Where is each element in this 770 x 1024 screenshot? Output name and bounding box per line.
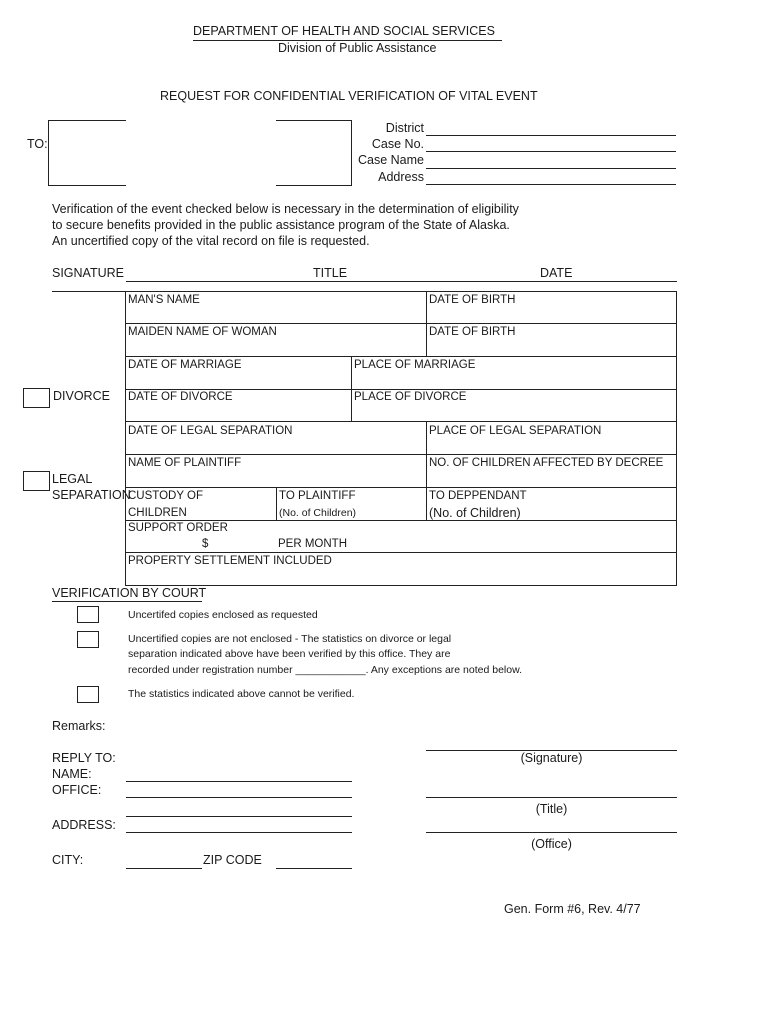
city-field[interactable] <box>126 868 202 869</box>
children-label: CHILDREN <box>128 507 187 519</box>
date-of-marriage-cell[interactable]: DATE OF MARRIAGE <box>128 359 242 371</box>
case-no-field[interactable] <box>426 151 676 152</box>
separation-label: SEPARATION <box>52 488 131 502</box>
maiden-name-cell[interactable]: MAIDEN NAME OF WOMAN <box>128 326 277 338</box>
no-of-children-plaintiff: (No. of Children) <box>279 507 357 519</box>
remarks-label: Remarks: <box>52 719 106 733</box>
district-label: District <box>385 121 424 135</box>
address-footer-label: ADDRESS: <box>52 818 116 832</box>
row-sep-6 <box>125 487 677 488</box>
option-cannot-verify-checkbox[interactable] <box>77 686 99 703</box>
option-enclosed-text: Uncertifed copies enclosed as requested <box>128 609 318 621</box>
title-label: TITLE <box>313 266 348 280</box>
name-field[interactable] <box>126 781 352 782</box>
option-not-enclosed-checkbox[interactable] <box>77 631 99 648</box>
office-caption: (Office) <box>531 837 572 851</box>
title-caption: (Title) <box>535 802 568 816</box>
date-label: DATE <box>540 266 573 280</box>
option-enclosed-checkbox[interactable] <box>77 606 99 623</box>
option-not-enclosed-line-3: recorded under registration number ____________. Any exceptions are noted below. <box>128 664 523 676</box>
intro-line-2: to secure benefits provided in the public assistance program of the State of Alaska. <box>52 218 510 232</box>
to-plaintiff-cell[interactable]: TO PLAINTIFF <box>279 490 356 502</box>
verification-underline <box>52 601 202 602</box>
address-footer-field[interactable] <box>126 832 352 833</box>
to-dependant-cell[interactable]: TO DEPPENDANT <box>429 490 527 502</box>
address-field[interactable] <box>426 184 676 185</box>
table-bracket-left <box>52 291 126 292</box>
name-of-plaintiff-cell[interactable]: NAME OF PLAINTIFF <box>128 457 242 469</box>
date-of-legal-separation-cell[interactable]: DATE OF LEGAL SEPARATION <box>128 425 293 437</box>
addressee-bracket-bottom-right <box>276 185 352 186</box>
divorce-checkbox[interactable] <box>23 388 50 408</box>
department-heading: DEPARTMENT OF HEALTH AND SOCIAL SERVICES <box>193 24 495 38</box>
addressee-bracket-left <box>48 120 49 186</box>
date-of-divorce-cell[interactable]: DATE OF DIVORCE <box>128 391 233 403</box>
place-of-legal-separation-cell[interactable]: PLACE OF LEGAL SEPARATION <box>429 425 602 437</box>
legal-separation-checkbox[interactable] <box>23 471 50 491</box>
signature-label: SIGNATURE <box>52 266 124 280</box>
property-settlement-cell[interactable]: PROPERTY SETTLEMENT INCLUDED <box>128 555 332 567</box>
city-label: CITY: <box>52 853 84 867</box>
case-no-label: Case No. <box>371 137 424 151</box>
form-title: REQUEST FOR CONFIDENTIAL VERIFICATION OF VITAL EVENT <box>160 89 538 103</box>
option-not-enclosed-line-1: Uncertified copies are not enclosed - The statistics on divorce or legal <box>128 633 452 645</box>
verification-heading: VERIFICATION BY COURT <box>52 586 207 600</box>
case-name-field[interactable] <box>426 168 676 169</box>
option-not-enclosed-line-2: separation indicated above have been verified by this office. They are <box>128 648 451 660</box>
name-label: NAME: <box>52 767 92 781</box>
signature-caption: (Signature) <box>520 751 583 765</box>
option-cannot-verify-text: The statistics indicated above cannot be verified. <box>128 688 355 700</box>
reply-to-label: REPLY TO: <box>52 751 116 765</box>
place-of-divorce-cell[interactable]: PLACE OF DIVORCE <box>354 391 467 403</box>
division-subheading: Division of Public Assistance <box>278 41 437 55</box>
signature-title-date-line[interactable] <box>126 281 677 282</box>
address-label: Address <box>378 170 424 184</box>
per-month-label: PER MONTH <box>278 538 347 550</box>
addressee-bracket-bottom-left <box>48 185 126 186</box>
no-of-children-dependant: (No. of Children) <box>429 506 521 520</box>
custody-of-label: CUSTODY OF <box>128 490 203 502</box>
children-affected-cell[interactable]: NO. OF CHILDREN AFFECTED BY DECREE <box>429 457 664 469</box>
office-line[interactable] <box>426 832 677 833</box>
form-number: Gen. Form #6, Rev. 4/77 <box>504 902 641 916</box>
place-of-marriage-cell[interactable]: PLACE OF MARRIAGE <box>354 359 476 371</box>
zip-code-field[interactable] <box>276 868 352 869</box>
intro-line-1: Verification of the event checked below is necessary in the determination of eligibility <box>52 202 519 216</box>
office-field[interactable] <box>126 797 352 798</box>
date-of-birth-woman-cell[interactable]: DATE OF BIRTH <box>429 326 516 338</box>
district-field[interactable] <box>426 135 676 136</box>
mans-name-cell[interactable]: MAN'S NAME <box>128 294 200 306</box>
office-label: OFFICE: <box>52 783 102 797</box>
divorce-label: DIVORCE <box>53 389 110 403</box>
extra-field[interactable] <box>126 816 352 817</box>
addressee-bracket-top-left <box>48 120 126 121</box>
to-label: TO: <box>27 137 48 151</box>
legal-label: LEGAL <box>52 472 93 486</box>
intro-line-3: An uncertified copy of the vital record on file is requested. <box>52 234 370 248</box>
zip-code-label: ZIP CODE <box>203 853 262 867</box>
title-line[interactable] <box>426 797 677 798</box>
date-of-birth-man-cell[interactable]: DATE OF BIRTH <box>429 294 516 306</box>
case-name-label: Case Name <box>358 153 424 167</box>
row-sep-4 <box>125 421 677 422</box>
dollar-sign: $ <box>202 538 209 550</box>
support-order-cell[interactable]: SUPPORT ORDER <box>128 522 228 534</box>
